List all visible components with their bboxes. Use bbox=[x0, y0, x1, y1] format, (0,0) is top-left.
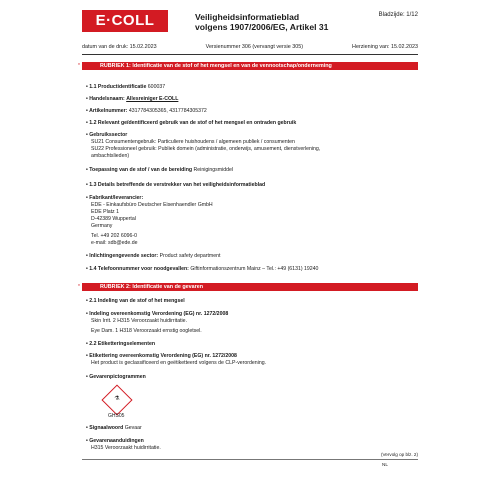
application: • Toepassing van de stof / van de bereiding Reinigingsmiddel bbox=[86, 167, 233, 173]
section-2-header: RUBRIEK 2: Identificatie van de gevaren bbox=[82, 283, 418, 291]
manufacturer-city: D-42389 Wuppertal bbox=[91, 216, 136, 222]
labelling-heading: • 2.2 Etiketteringselementen bbox=[86, 341, 155, 347]
article-number: • Artikelnummer: 4317784305365, 4317784305372 bbox=[86, 108, 207, 114]
hazard-statements-heading: • Gevarenaanduidingen bbox=[86, 438, 144, 444]
emergency-phone: • 1.4 Telefoonnummer voor noodgevallen: Giftinformationszentrum Mainz – Tel.: +49 (6131) 19240 bbox=[86, 266, 318, 272]
footer-divider bbox=[82, 459, 418, 460]
document-subtitle: volgens 1907/2006/EG, Artikel 31 bbox=[195, 22, 329, 32]
clp-labelling-text: Het product is geclassificeerd en geëtiketteerd volgens de CLP-verordening. bbox=[91, 360, 267, 366]
usage-su22: SU22 Professioneel gebruik: Publiek domein (administratie, onderwijs, amusement, dienstverlening, bbox=[91, 146, 321, 152]
ghs-label: GHS05 bbox=[108, 413, 125, 419]
section-2-marker: * bbox=[78, 284, 80, 290]
classification-heading: • 2.1 Indeling van de stof of het mengsel bbox=[86, 298, 185, 304]
manufacturer-email: e-mail: sdb@ede.de bbox=[91, 240, 138, 246]
signal-word: • Signaalwoord Gevaar bbox=[86, 425, 142, 431]
company-logo: E·COLL bbox=[82, 10, 168, 32]
manufacturer-heading: • Fabrikant/leverancier: bbox=[86, 195, 143, 201]
document-title: Veiligheidsinformatieblad bbox=[195, 12, 300, 22]
corrosion-symbol-icon: ⚗ bbox=[114, 396, 120, 402]
hazard-statement-h315: H315 Veroorzaakt huidirritatie. bbox=[91, 445, 161, 451]
usage-su22-cont: ambachtslieden) bbox=[91, 153, 130, 159]
continued-note: (Vervolg op blz. 2) bbox=[380, 452, 418, 457]
manufacturer-street: EDE Platz 1 bbox=[91, 209, 119, 215]
language-mark: NL bbox=[382, 462, 388, 467]
revision-date: Herziening van: 15.02.2023 bbox=[352, 44, 418, 50]
trade-name: • Handelsnaam: Allesreiniger E-COLL bbox=[86, 96, 178, 102]
document-meta-row bbox=[82, 44, 418, 50]
print-date: datum van de druk: 15.02.2023 bbox=[82, 44, 157, 50]
manufacturer-phone: Tel. +49 202 6096-0 bbox=[91, 233, 138, 239]
pictograms-heading: • Gevarenpictogrammen bbox=[86, 374, 146, 380]
product-identification: • 1.1 Productidentificatie 600037 bbox=[86, 84, 165, 90]
clp-classification-heading: • Indeling overeenkomstig Verordening (EG) nr. 1272/2008 bbox=[86, 311, 228, 317]
supplier-details-heading: • 1.3 Details betreffende de verstrekker van het veiligheidsinformatieblad bbox=[86, 182, 265, 188]
manufacturer-country: Germany bbox=[91, 223, 113, 229]
section-1-marker: * bbox=[78, 63, 80, 69]
page-number: Bladzijde: 1/12 bbox=[378, 12, 418, 18]
version-number: Versienummer 306 (vervangt versie 305) bbox=[205, 44, 304, 50]
usage-sector-heading: • Gebruikssector bbox=[86, 132, 127, 138]
manufacturer-name: EDE - Einkaufsbüro Deutscher Eisenhaendler GmbH bbox=[91, 202, 213, 208]
information-department: • Inlichtingengevende sector: Product safety department bbox=[86, 253, 220, 259]
clp-labelling-heading: • Etikettering overeenkomstig Verordening (EG) nr. 1272/2008 bbox=[86, 353, 237, 359]
document-title-block bbox=[195, 12, 328, 32]
header-divider bbox=[82, 54, 418, 55]
hazard-skin-irrit: Skin Irrit. 2 H315 Veroorzaakt huidirritatie. bbox=[91, 318, 188, 324]
usage-su21: SU21 Consumentengebruik: Particuliere huishoudens / algemeen publiek / consumenten bbox=[91, 139, 295, 145]
hazard-eye-dam: Eye Dam. 1 H318 Veroorzaakt ernstig oogletsel. bbox=[91, 328, 202, 334]
section-1-header: RUBRIEK 1: Identificatie van de stof of het mengsel en van de vennootschap/onderneming bbox=[82, 62, 418, 70]
relevant-use-heading: • 1.2 Relevant geïdentificeerd gebruik van de stof of het mengsel en ontraden gebruik bbox=[86, 120, 296, 126]
